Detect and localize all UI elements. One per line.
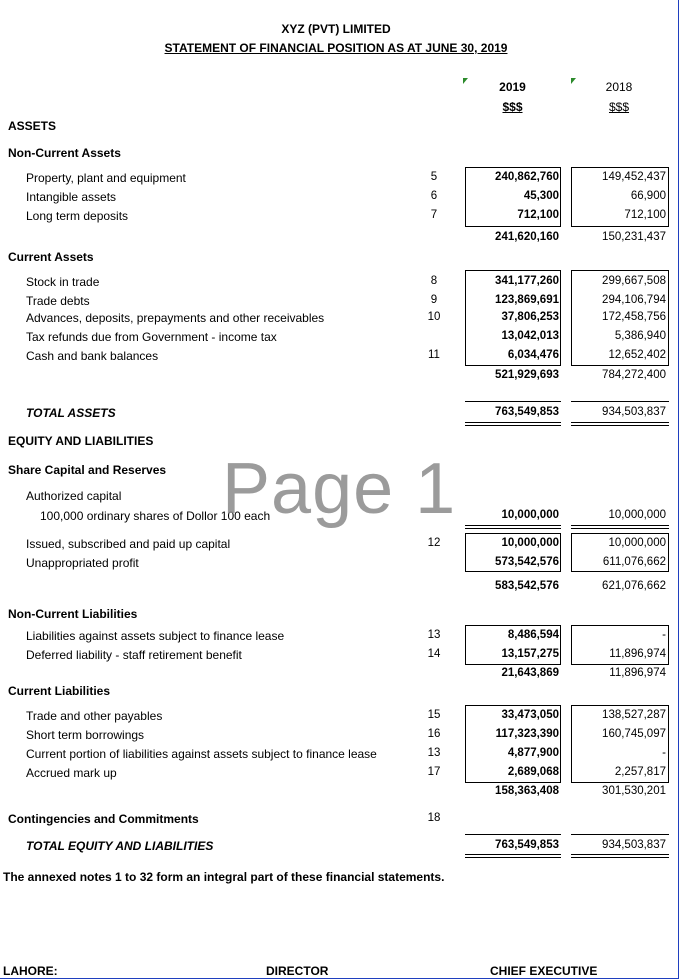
non-current-assets-heading: Non-Current Assets <box>8 146 121 160</box>
share-capital-heading: Share Capital and Reserves <box>8 463 167 477</box>
rule <box>571 401 669 402</box>
row-value-2019: 573,542,576 <box>495 556 559 568</box>
row-value-2019: 13,157,275 <box>501 648 559 660</box>
footer-ceo: CHIEF EXECUTIVE <box>490 964 598 978</box>
rule <box>465 422 561 423</box>
subtotal-2019: 158,363,408 <box>495 785 559 797</box>
row-label: Short term borrowings <box>26 728 145 742</box>
row-note: 16 <box>427 728 441 740</box>
row-note: 10 <box>427 311 441 323</box>
rule <box>571 834 669 835</box>
row-value-2019: 712,100 <box>517 209 559 221</box>
currency-2019: $$$ <box>502 100 523 114</box>
row-value-2018: 611,076,662 <box>602 556 666 568</box>
subtotal-2018: 11,896,974 <box>609 667 666 679</box>
column-2019: 2019 <box>499 80 526 94</box>
contingencies-label: Contingencies and Commitments <box>8 812 199 826</box>
row-value-2019: 10,000,000 <box>501 537 559 549</box>
rule <box>465 857 561 858</box>
row-value-2019: 4,877,900 <box>507 747 559 759</box>
row-value-2018: - <box>662 747 666 759</box>
currency-2018: $$$ <box>608 100 630 114</box>
company-name: XYZ (PVT) LIMITED <box>281 22 391 36</box>
total-equity-liabilities-label: TOTAL EQUITY AND LIABILITIES <box>26 839 214 853</box>
subtotal-2019: 583,542,576 <box>495 580 559 592</box>
statement-title: STATEMENT OF FINANCIAL POSITION AS AT JUNE 30, 2019 <box>164 41 508 55</box>
row-note: 9 <box>430 294 438 306</box>
rule <box>571 422 669 423</box>
row-label: Accrued mark up <box>26 766 117 780</box>
row-value-2019: 240,862,760 <box>495 171 559 183</box>
row-label: Issued, subscribed and paid up capital <box>26 537 231 551</box>
row-value-2018: 712,100 <box>624 209 666 221</box>
footnote: The annexed notes 1 to 32 form an integral part of these financial statements. <box>3 870 445 884</box>
row-value-2018: 5,386,940 <box>614 330 666 342</box>
row-value-2019: 13,042,013 <box>501 330 559 342</box>
row-note: 12 <box>427 537 441 549</box>
row-label: Advances, deposits, prepayments and other receivables <box>26 311 325 325</box>
current-assets-heading: Current Assets <box>8 250 94 264</box>
row-value-2019: 33,473,050 <box>501 709 559 721</box>
assets-heading: ASSETS <box>8 119 57 133</box>
row-value-2019: 8,486,594 <box>507 629 559 641</box>
page-watermark: Page 1 <box>222 449 457 529</box>
row-label: Liabilities against assets subject to finance lease <box>26 629 285 643</box>
rule <box>571 425 669 426</box>
row-note: 6 <box>430 190 438 202</box>
row-note: 11 <box>428 349 440 361</box>
row-label: Trade and other payables <box>26 709 163 723</box>
subtotal-2019: 21,643,869 <box>501 667 559 679</box>
row-value-2018: - <box>662 629 666 641</box>
row-value-2018: 138,527,287 <box>602 709 666 721</box>
authorized-capital-label: Authorized capital <box>26 489 122 503</box>
column-2018: 2018 <box>605 80 633 94</box>
row-value-2018: 160,745,097 <box>602 728 666 740</box>
rule <box>465 425 561 426</box>
row-note: 17 <box>427 766 441 778</box>
row-label: Tax refunds due from Government - income tax <box>26 330 277 344</box>
rule <box>465 528 561 529</box>
total-assets-2018: 934,503,837 <box>602 406 666 418</box>
rule <box>465 401 561 402</box>
subtotal-2018: 150,231,437 <box>602 231 666 243</box>
rule <box>465 525 561 526</box>
row-value-2018: 294,106,794 <box>602 294 666 306</box>
subtotal-2018: 301,530,201 <box>602 785 666 797</box>
row-note: 15 <box>427 709 441 721</box>
total-equity-liabilities-2019: 763,549,853 <box>495 839 559 851</box>
row-value-2019: 6,034,476 <box>507 349 559 361</box>
row-label: Intangible assets <box>26 190 117 204</box>
row-label: Trade debts <box>26 294 90 308</box>
row-label: Current portion of liabilities against assets subject to finance lease <box>26 747 377 761</box>
row-value-2018: 66,900 <box>630 190 666 202</box>
subtotal-2019: 521,929,693 <box>495 369 559 381</box>
rule <box>465 834 561 835</box>
row-note: 14 <box>427 648 441 660</box>
row-value-2019: 37,806,253 <box>501 311 559 323</box>
row-note: 13 <box>427 747 441 759</box>
rule <box>571 854 669 855</box>
footer-place: LAHORE: <box>3 964 58 978</box>
rule <box>571 857 669 858</box>
row-value-2019: 2,689,068 <box>507 766 559 778</box>
row-label: Stock in trade <box>26 275 100 289</box>
row-value-2018: 149,452,437 <box>602 171 666 183</box>
row-value-2018: 172,458,756 <box>602 311 666 323</box>
row-value-2018: 10,000,000 <box>608 537 666 549</box>
equity-liabilities-heading: EQUITY AND LIABILITIES <box>8 434 154 448</box>
row-value-2018: 299,667,508 <box>602 275 666 287</box>
authorized-2019: 10,000,000 <box>501 509 559 521</box>
subtotal-2018: 621,076,662 <box>602 580 666 592</box>
row-label: Property, plant and equipment <box>26 171 186 185</box>
row-label: Deferred liability - staff retirement benefit <box>26 648 242 662</box>
row-note: 7 <box>430 209 438 221</box>
row-note: 8 <box>430 275 438 287</box>
subtotal-2019: 241,620,160 <box>495 231 559 243</box>
row-value-2019: 341,177,260 <box>495 275 559 287</box>
rule <box>571 528 669 529</box>
row-value-2018: 2,257,817 <box>614 766 666 778</box>
footer-director: DIRECTOR <box>266 964 329 978</box>
non-current-liabilities-heading: Non-Current Liabilities <box>8 607 138 621</box>
authorized-2018: 10,000,000 <box>608 509 666 521</box>
authorized-capital-detail: 100,000 ordinary shares of Dollor 100 each <box>40 509 271 523</box>
row-label: Long term deposits <box>26 209 129 223</box>
row-value-2019: 117,323,390 <box>495 728 559 740</box>
total-equity-liabilities-2018: 934,503,837 <box>602 839 666 851</box>
row-value-2018: 11,896,974 <box>609 648 666 660</box>
row-label: Cash and bank balances <box>26 349 159 363</box>
total-assets-2019: 763,549,853 <box>495 406 559 418</box>
current-liabilities-heading: Current Liabilities <box>8 684 111 698</box>
row-value-2019: 123,869,691 <box>495 294 559 306</box>
row-value-2018: 12,652,402 <box>608 349 666 361</box>
subtotal-2018: 784,272,400 <box>602 369 666 381</box>
row-label: Unappropriated profit <box>26 556 139 570</box>
row-note: 5 <box>430 171 438 183</box>
total-assets-label: TOTAL ASSETS <box>26 406 116 420</box>
row-note: 13 <box>427 629 441 641</box>
rule <box>465 854 561 855</box>
row-value-2019: 45,300 <box>523 190 559 202</box>
contingencies-note: 18 <box>427 812 441 824</box>
rule <box>571 525 669 526</box>
